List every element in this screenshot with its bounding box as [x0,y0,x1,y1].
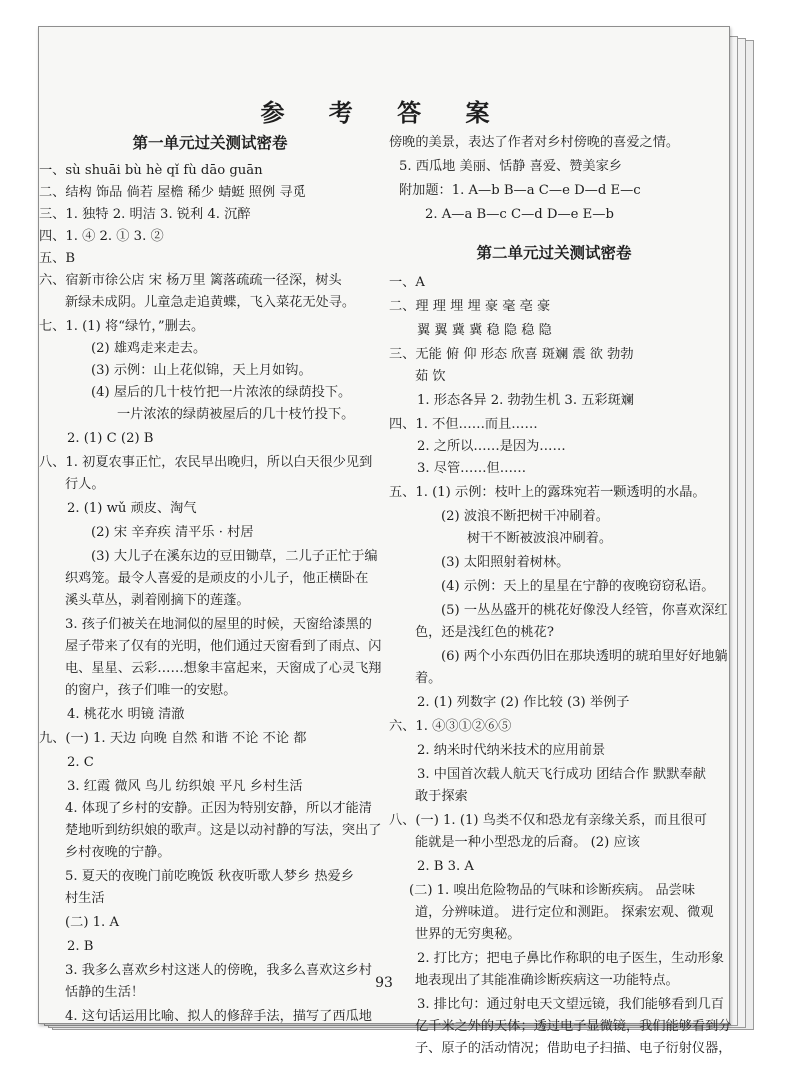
answer-line: (2) 雄鸡走来走去。 [91,341,207,356]
answer-line: 色，还是浅红色的桃花? [415,625,554,640]
answer-line: 附加题：1. A—b B—a C—e D—d E—c [399,183,641,198]
answer-line: 2. B [67,939,94,954]
answer-line: 2. C [67,755,94,770]
answer-line: 2. 打比方；把电子鼻比作称职的电子医生，生动形象 [417,951,724,966]
answer-line: 着。 [415,671,442,686]
answer-line: 3. 排比句：通过射电天文望远镜，我们能够看到几百 [417,997,724,1012]
answer-line: 4. 桃花水 明镜 清澈 [67,707,185,722]
answer-line: 五、B [39,251,76,266]
answer-line: 2. (1) wǔ 顽皮、淘气 [67,501,197,516]
answer-line: (2) 波浪不断把树干冲刷着。 [441,509,609,524]
answer-line: 2. (1) C (2) B [67,431,154,446]
page-title: 参 考 答 案 [260,99,508,127]
answer-line: 2. A—a B—c C—d D—e E—b [425,207,614,222]
answer-line: (4) 屋后的几十枝竹把一片浓浓的绿荫投下。 [91,385,352,400]
answer-line: 1. 形态各异 2. 勃勃生机 3. 五彩斑斓 [417,393,634,408]
answer-line: 3. 孩子们被关在地洞似的屋里的时候，天窗给漆黑的 [65,617,372,632]
answer-line: 世界的无穷奥秘。 [415,927,521,942]
answer-line: (二) 1. 嗅出危险物品的气味和诊断疾病。 品尝味 [409,883,696,898]
answer-line: 村生活 [65,891,105,906]
page-number: 93 [375,975,393,991]
answer-line: 织鸡笼。最令人喜爱的是顽皮的小儿子，他正横卧在 [65,571,369,586]
answer-line: 4. 这句话运用比喻、拟人的修辞手法，描写了西瓜地 [65,1009,372,1024]
answer-line: 道，分辨味道。 进行定位和测距。 探索宏观、微观 [415,905,714,920]
answer-line: 行人。 [65,477,105,492]
answer-line: 四、1. ④ 2. ① 3. ② [39,229,164,244]
answer-line: 4. 体现了乡村的安静。正因为特别安静，所以才能清 [65,801,372,816]
answer-line: 傍晚的美景，表达了作者对乡村傍晚的喜爱之情。 [389,135,680,150]
answer-line: 一、A [389,275,425,290]
answer-line: 乡村夜晚的宁静。 [65,845,171,860]
answer-line: 2. B 3. A [417,859,474,874]
answer-line: 能就是一种小型恐龙的后裔。 (2) 应该 [415,835,640,850]
answer-line: 屋子带来了仅有的光明，他们通过天窗看到了雨点、闪 [65,639,382,654]
answer-line: 茹 饮 [415,369,446,384]
answer-line: 新绿未成阴。儿童急走追黄蝶，飞入菜花无处寻。 [65,295,356,310]
answer-line: 一、sù shuāi bù hè qǐ fù dāo guān [39,163,263,178]
answer-line: 恬静的生活！ [65,985,145,1000]
answer-line: 八、(一) 1. (1) 鸟类不仅和恐龙有亲缘关系，而且很可 [389,813,707,828]
answer-page [38,26,732,1056]
answer-line: 3. 我多么喜欢乡村这迷人的傍晚，我多么喜欢这乡村 [65,963,372,978]
answer-line: (2) 宋 辛弃疾 清平乐 · 村居 [91,525,254,540]
answer-line: 电、星星、云彩……想象丰富起来，天窗成了心灵飞翔 [65,661,382,676]
answer-line: 八、1. 初夏农事正忙，农民早出晚归，所以白天很少见到 [39,455,373,470]
answer-line: 的窗户，孩子们唯一的安慰。 [65,683,237,698]
answer-line: (3) 大儿子在溪东边的豆田锄草，二儿子正忙于编 [91,549,378,564]
answer-line: (二) 1. A [65,915,119,930]
answer-line: (3) 太阳照射着树林。 [441,555,570,570]
answer-line: 楚地听到纺织娘的歌声。这是以动衬静的写法，突出了 [65,823,382,838]
answer-line: 二、结构 饰品 倘若 屋檐 稀少 蜻蜓 照例 寻觅 [39,185,306,200]
unit1-heading: 第一单元过关测试密卷 [132,134,288,152]
answer-line: (3) 示例：山上花似锦，天上月如钩。 [91,363,312,378]
answer-line: 5. 西瓜地 美丽、恬静 喜爱、赞美家乡 [399,159,622,174]
answer-line: (4) 示例：天上的星星在宁静的夜晚窃窃私语。 [441,579,715,594]
answer-line: 敢于探索 [415,789,468,804]
answer-line: 子、原子的活动情况；借助电子扫描、电子衍射仪器， [415,1041,732,1056]
answer-line: 3. 尽管……但…… [417,461,527,476]
answer-line: (6) 两个小东西仍旧在那块透明的琥珀里好好地躺 [441,649,728,664]
answer-line: (5) 一丛丛盛开的桃花好像没人经管，你喜欢深红 [441,603,728,618]
answer-line: 树干不断被波浪冲刷着。 [467,531,613,546]
answer-line: 九、(一) 1. 天边 向晚 自然 和谐 不论 不论 都 [39,731,307,746]
answer-line: 六、宿新市徐公店 宋 杨万里 篱落疏疏一径深，树头 [39,273,342,288]
answer-line: 2. (1) 列数字 (2) 作比较 (3) 举例子 [417,695,630,710]
answer-line: 五、1. (1) 示例：枝叶上的露珠宛若一颗透明的水晶。 [389,485,706,500]
answer-line: 溪头草丛，剥着刚摘下的莲蓬。 [65,593,250,608]
answer-line: 二、理 理 埋 埋 豪 毫 亳 豪 [389,299,551,314]
answer-line: 四、1. 不但……而且…… [389,417,538,432]
answer-line: 七、1. (1) 将“绿竹，”删去。 [39,319,205,334]
answer-line: 2. 之所以……是因为…… [417,439,566,454]
answer-line: 5. 夏天的夜晚门前吃晚饭 秋夜听歌人梦乡 热爱乡 [65,869,354,884]
unit2-heading: 第二单元过关测试密卷 [476,244,632,262]
answer-line: 翼 翼 冀 冀 稳 隐 稳 隐 [417,323,552,338]
answer-line: 2. 纳米时代纳米技术的应用前景 [417,743,606,758]
answer-line: 六、1. ④③①②⑥⑤ [389,719,512,734]
answer-line: 地表现出了其能准确诊断疾病这一功能特点。 [415,973,679,988]
answer-line: 亿千米之外的天体；透过电子显微镜，我们能够看到分 [415,1019,732,1034]
answer-line: 三、无能 俯 仰 形态 欣喜 斑斓 震 欲 勃勃 [389,347,634,362]
answer-line: 一片浓浓的绿荫被屋后的几十枝竹投下。 [117,407,355,422]
answer-line: 3. 红霞 微风 鸟儿 纺织娘 平凡 乡村生活 [67,779,303,794]
answer-line: 3. 中国首次载人航天飞行成功 团结合作 默默奉献 [417,767,706,782]
answer-line: 三、1. 独特 2. 明洁 3. 锐利 4. 沉醉 [39,207,251,222]
